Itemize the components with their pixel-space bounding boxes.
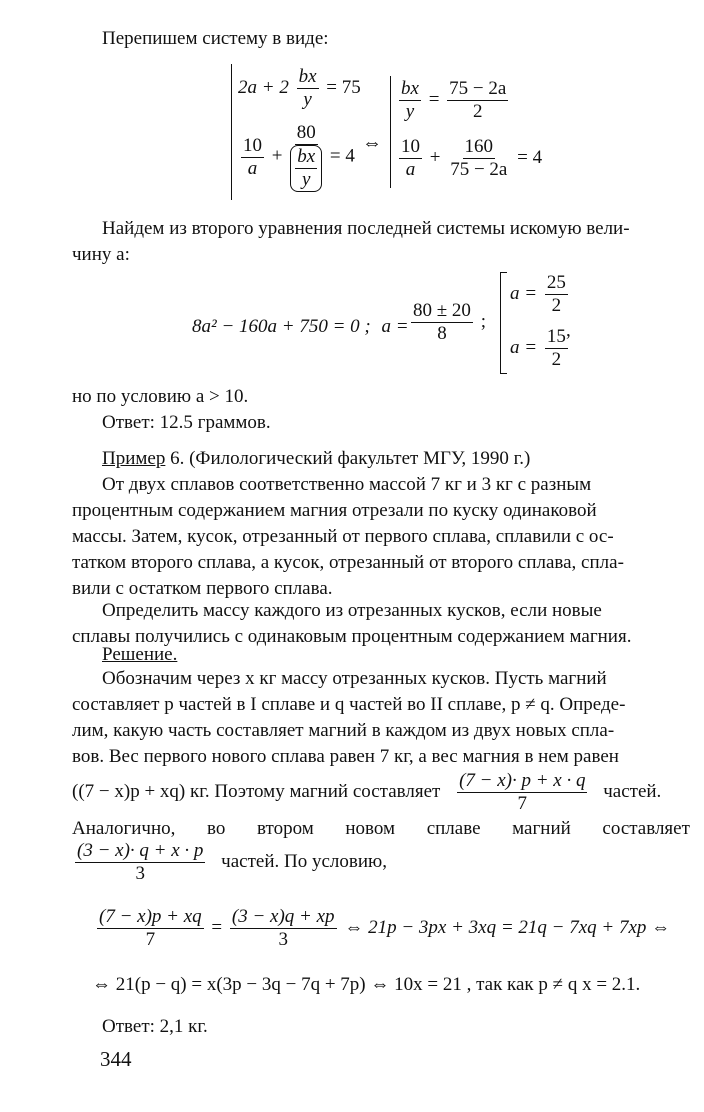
- solution-1: a = $\frac{25}{2}$: [510, 272, 566, 316]
- answer-2: Ответ: 2,1 кг.: [102, 1016, 208, 1037]
- answer-1: Ответ: 12.5 граммов.: [102, 412, 271, 433]
- solution-line7: $\frac{(3 - x)\cdot q + x \cdot p}{3}$ частей. По условию,: [77, 840, 387, 884]
- example-paragraph-1: От двух сплавов соответственно массой 7 кг и 3 кг с разным процентным содержанием магния отрезали по куску одинаковой массы. Затем, кусок, отрезанный от первого сплава, сплавили с ос- татком второго сплава, а кусок, отрезанный от второго сплава, спла- вили с остатком первого сплава.: [72, 474, 624, 599]
- condition-text: но по условию a > 10.: [72, 386, 249, 407]
- equivalence-sign: ⇔: [362, 132, 382, 154]
- find-a-line1: Найдем из второго уравнения последней системы искомую вели-: [102, 218, 630, 239]
- solution-paragraph: Обозначим через x кг массу отрезанных кусков. Пусть магний составляет p частей в I сплаве и q частей во II сплаве, p ≠ q. Опреде- лим, какую часть составляет магний в каждом из двух новых спла- вов. Вес первого нового сплава равен 7 кг, а вес магния в нем равен: [72, 668, 626, 767]
- example-paragraph-2: Определить массу каждого из отрезанных кусков, если новые сплавы получились с одинаковым процентным содержанием магния.: [72, 600, 632, 647]
- solution-2: a = $\frac{15}{2}$: [510, 326, 566, 370]
- example-title: Пример 6. (Филологический факультет МГУ, 1990 г.): [102, 448, 531, 469]
- solution-line6: Аналогично, во втором новом сплаве магний составляет: [72, 818, 690, 839]
- solution-label: Решение.: [102, 644, 178, 665]
- quadratic-equation: 8a² − 160a + 750 = 0 ; a =: [192, 316, 409, 337]
- solutions-comma: ,: [566, 320, 571, 341]
- solution-line5: ((7 − x)p + xq) кг. Поэтому магний составляет $\frac{(7 - x)\cdot p + x \cdot q}{7}$ частей.: [72, 770, 662, 814]
- final-equation-line1: $\frac{(7 - x)p + xq}{7}$ = $\frac{(3 - x)q + xp}{3}$ ⇔ 21p − 3px + 3xq = 21q − 7xq + 7xp ⇔: [99, 906, 671, 950]
- rewrite-text: Перепишем систему в виде:: [102, 28, 329, 49]
- find-a-line2: чину a:: [72, 244, 130, 265]
- quadratic-root-formula: $\frac{80 \pm 20}{8}$ ;: [413, 300, 486, 344]
- solution-set-bracket: [500, 272, 507, 374]
- page-number: 344: [100, 1047, 132, 1071]
- final-equation-line2: ⇔ 21(p − q) = x(3p − 3q − 7q + 7p) ⇔ 10x = 21 , так как p ≠ q x = 2.1.: [92, 974, 641, 995]
